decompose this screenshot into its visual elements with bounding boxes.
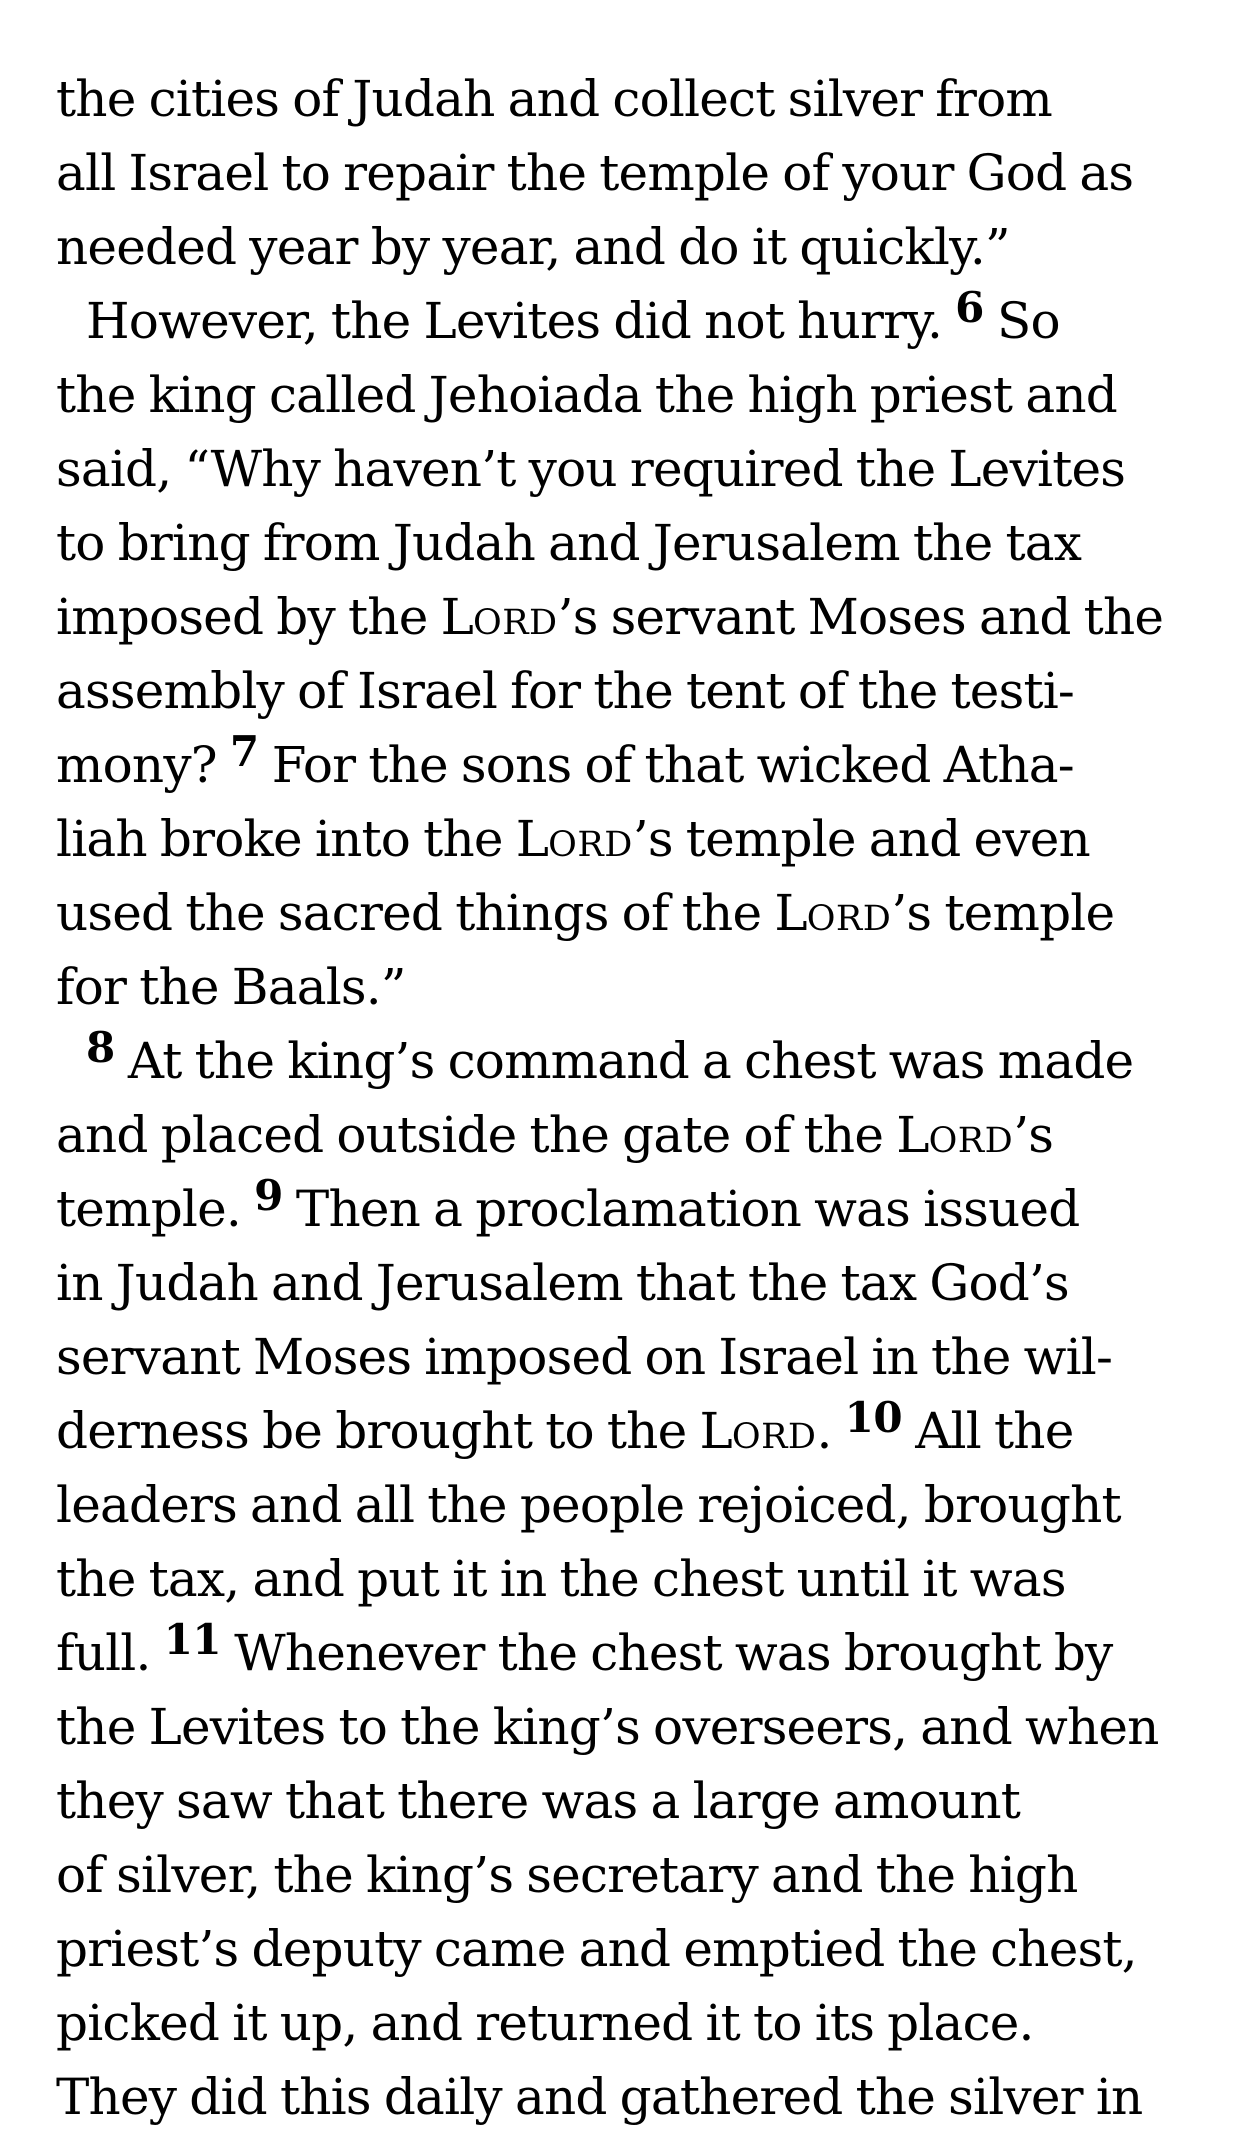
text-line: all Israel to repair the temple of your God as bbox=[56, 144, 1134, 202]
paragraph bbox=[56, 62, 1232, 284]
text-line: needed year by year, and do it quickly.” bbox=[56, 218, 1010, 276]
text-line: temple. $^9$ Then a proclamation was issued bbox=[56, 1171, 1080, 1238]
text-line: servant Moses imposed on Israel in the wil- bbox=[56, 1328, 1113, 1386]
divine-name-small-caps: ORD bbox=[806, 899, 892, 939]
text-line: picked it up, and returned it to its place. bbox=[56, 1994, 1034, 2052]
text-line: the Levites to the king’s overseers, and when bbox=[56, 1698, 1159, 1756]
text-line: said, “Why haven’t you required the Levites bbox=[56, 440, 1126, 498]
text-line: liah broke into the LORD’s temple and even bbox=[56, 810, 1090, 868]
text-line: in Judah and Jerusalem that the tax God’s bbox=[56, 1254, 1069, 1312]
verse-number: 10 bbox=[844, 1393, 903, 1443]
text-line: the tax, and put it in the chest until it was bbox=[56, 1550, 1066, 1608]
text-line: assembly of Israel for the tent of the testi- bbox=[56, 662, 1075, 720]
text-line: of silver, the king’s secretary and the high bbox=[56, 1846, 1078, 1904]
text-line: for the Baals.” bbox=[56, 958, 406, 1016]
text-line: They did this daily and gathered the silver in bbox=[56, 2068, 1143, 2126]
text-line: the cities of Judah and collect silver from bbox=[56, 70, 1053, 128]
text-line: derness be brought to the LORD. $^{10}$ All the bbox=[56, 1393, 1074, 1460]
text-line: full. $^{11}$ Whenever the chest was brought by bbox=[56, 1615, 1113, 1682]
text-line: $^8$ At the king’s command a chest was made bbox=[86, 1023, 1134, 1090]
divine-name-small-caps: ORD bbox=[473, 603, 558, 643]
text-line: leaders and all the people rejoiced, brought bbox=[56, 1476, 1121, 1534]
paragraph bbox=[56, 284, 1232, 1024]
text-line: However, the Levites did not hurry. $^6$ So bbox=[86, 283, 1060, 350]
verse-number: 11 bbox=[163, 1615, 222, 1665]
text-line: priest’s deputy came and emptied the chest, bbox=[56, 1920, 1137, 1978]
divine-name-small-caps: ORD bbox=[731, 1417, 817, 1457]
divine-name-small-caps: ORD bbox=[548, 825, 633, 865]
text-line: used the sacred things of the LORD’s temple bbox=[56, 884, 1115, 942]
scripture-text bbox=[56, 62, 1232, 2133]
text-line: mony? $^7$ For the sons of that wicked Atha- bbox=[56, 727, 1074, 794]
text-line: they saw that there was a large amount bbox=[56, 1772, 1021, 1830]
paragraph bbox=[56, 1024, 1232, 2133]
divine-name-small-caps: ORD bbox=[928, 1121, 1014, 1161]
text-line: the king called Jehoiada the high priest and bbox=[56, 366, 1117, 424]
verse-number: 7 bbox=[229, 727, 259, 777]
text-line: imposed by the LORD’s servant Moses and the bbox=[56, 588, 1164, 646]
verse-number: 9 bbox=[254, 1171, 283, 1221]
verse-number: 6 bbox=[955, 283, 984, 333]
text-line: and placed outside the gate of the LORD’s bbox=[56, 1106, 1054, 1164]
verse-number: 8 bbox=[86, 1023, 115, 1073]
text-line: to bring from Judah and Jerusalem the tax bbox=[56, 514, 1082, 572]
